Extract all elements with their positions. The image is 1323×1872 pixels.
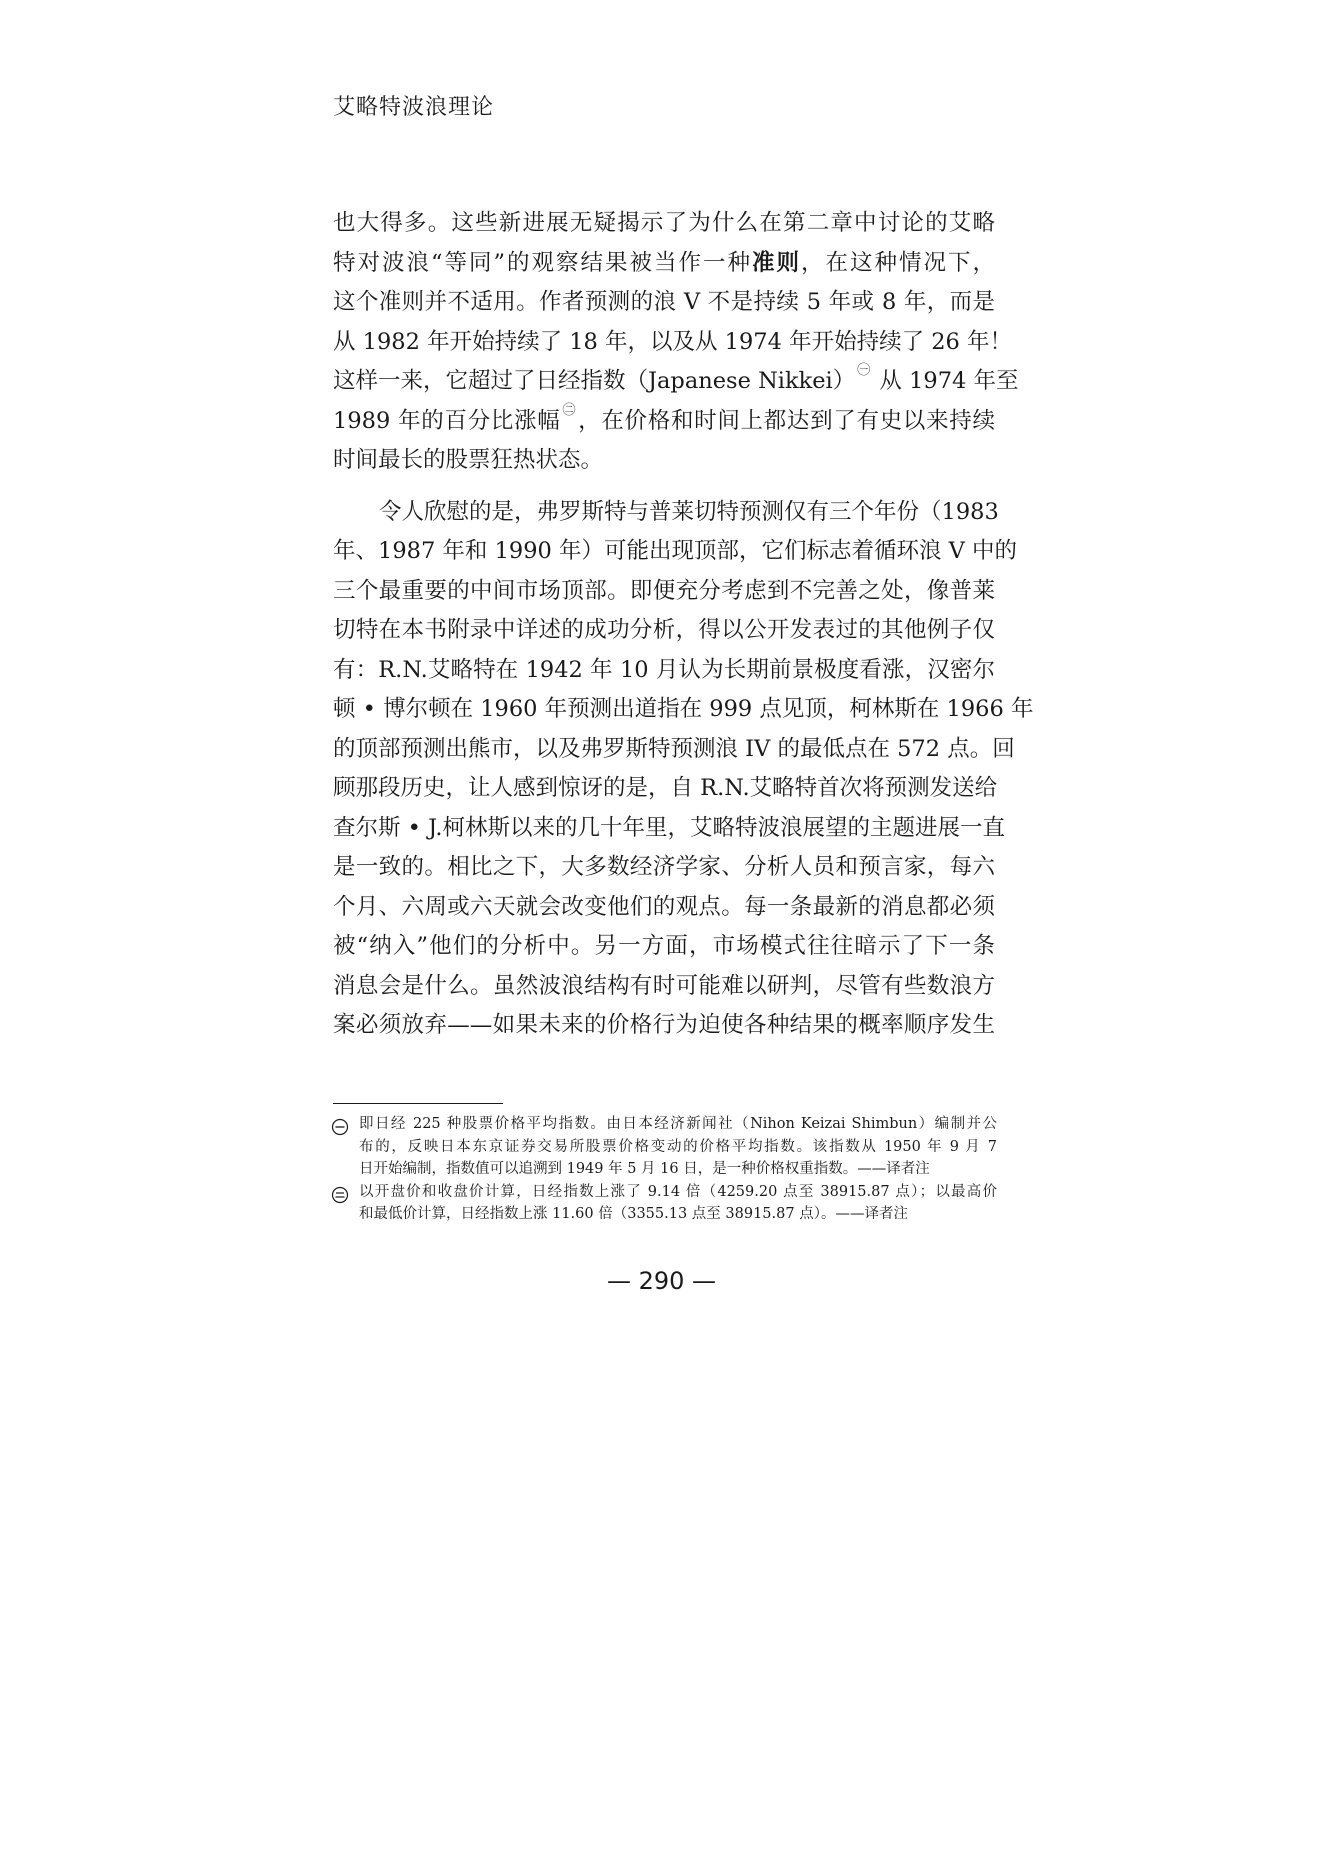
footnote-2: [329, 1181, 997, 1226]
text-segment: 1989 年的百分比涨幅: [333, 407, 561, 434]
footnote-line: 布的，反映日本东京证券交易所股票价格变动的价格平均指数。该指数从 1950 年 9 月 7: [359, 1138, 997, 1155]
footnote-marker-2-icon: [331, 1186, 349, 1204]
footnote-marker-1-icon: [331, 1118, 349, 1136]
text-line: 的顶部预测出熊市，以及弗罗斯特预测浪 IV 的最低点在 572 点。回: [333, 735, 1015, 762]
text-line: 有：R.N.艾略特在 1942 年 10 月认为长期前景极度看涨，汉密尔: [333, 656, 995, 683]
paragraph-2: [333, 493, 1034, 1046]
text-line: 切特在本书附录中详述的成功分析，得以公开发表过的其他例子仅: [333, 617, 995, 643]
text-line: 时间最长的股票狂热状态。: [333, 447, 604, 473]
text-segment: 从 1974 年至: [872, 368, 1019, 394]
text-segment: ，在价格和时间上都达到了有史以来持续: [578, 407, 995, 434]
text-segment: ，在这种情况下，: [800, 249, 995, 276]
text-line: 顾那段历史，让人感到惊讶的是，自 R.N.艾略特首次将预测发送给: [333, 775, 998, 801]
text-line: 消息会是什么。虽然波浪结构有时可能难以研判，尽管有些数浪方: [333, 972, 995, 999]
body-text: [333, 204, 1034, 1046]
footnote-line: 和最低价计算，日经指数上涨 11.60 倍（3355.13 点至 38915.87 点）。——译者注: [359, 1206, 908, 1222]
text-line: 顿 • 博尔顿在 1960 年预测出道指在 999 点见顶，柯林斯在 1966 年: [333, 696, 1034, 722]
footnote-ref-2[interactable]: ㊁: [562, 402, 577, 418]
text-line: 令人欣慰的是，弗罗斯特与普莱切特预测仅有三个年份（1983: [379, 498, 999, 525]
footnote-line: 日开始编制，指数值可以追溯到 1949 年 5 月 16 日，是一种价格权重指数。——译者注: [359, 1161, 930, 1177]
text-line: 三个最重要的中间市场顶部。即便充分考虑到不完善之处，像普莱: [333, 577, 995, 604]
text-segment: 特对波浪“等同”的观察结果被当作一种: [333, 249, 752, 276]
footnote-line: 即日经 225 种股票价格平均指数。由日本经济新闻社（Nihon Keizai Shimbun）编制并公: [359, 1116, 997, 1132]
page-number: — 290 —: [606, 1267, 717, 1295]
text-line: 查尔斯 • J.柯林斯以来的几十年里，艾略特波浪展望的主题进展一直: [333, 814, 1006, 841]
footnotes: [329, 1113, 997, 1226]
text-line: 从 1982 年开始持续了 18 年，以及从 1974 年开始持续了 26 年！: [333, 328, 1012, 355]
text-line: 个月、六周或六天就会改变他们的观点。每一条最新的消息都必须: [333, 893, 995, 920]
text-line: 这个准则并不适用。作者预测的浪 V 不是持续 5 年或 8 年，而是: [333, 289, 995, 315]
footnote-separator: [333, 1103, 503, 1104]
text-segment: 这样一来，它超过了日经指数（Japanese Nikkei）: [333, 368, 856, 394]
text-line: [333, 244, 995, 284]
text-line: 被“纳入”他们的分析中。另一方面，市场模式往往暗示了下一条: [333, 933, 995, 959]
paragraph-1: [333, 204, 1019, 481]
footnote-line: 以开盘价和收盘价计算，日经指数上涨了 9.14 倍（4259.20 点至 38915.87 点）；以最高价: [359, 1183, 997, 1200]
text-line: 年、1987 年和 1990 年）可能出现顶部，它们标志着循环浪 V 中的: [333, 538, 1018, 564]
text-line: [333, 362, 1019, 402]
text-line: 也大得多。这些新进展无疑揭示了为什么在第二章中讨论的艾略: [333, 210, 995, 236]
text-line: [333, 402, 995, 442]
running-head: 艾略特波浪理论: [333, 95, 495, 120]
emphasis-text: 准则: [751, 249, 801, 276]
text-line: 案必须放弃——如果未来的价格行为迫使各种结果的概率顺序发生: [333, 1012, 995, 1038]
text-line: 是一致的。相比之下，大多数经济学家、分析人员和预言家，每六: [333, 854, 995, 880]
footnote-ref-1[interactable]: ㊀: [857, 363, 871, 378]
footnote-1: [329, 1113, 997, 1181]
